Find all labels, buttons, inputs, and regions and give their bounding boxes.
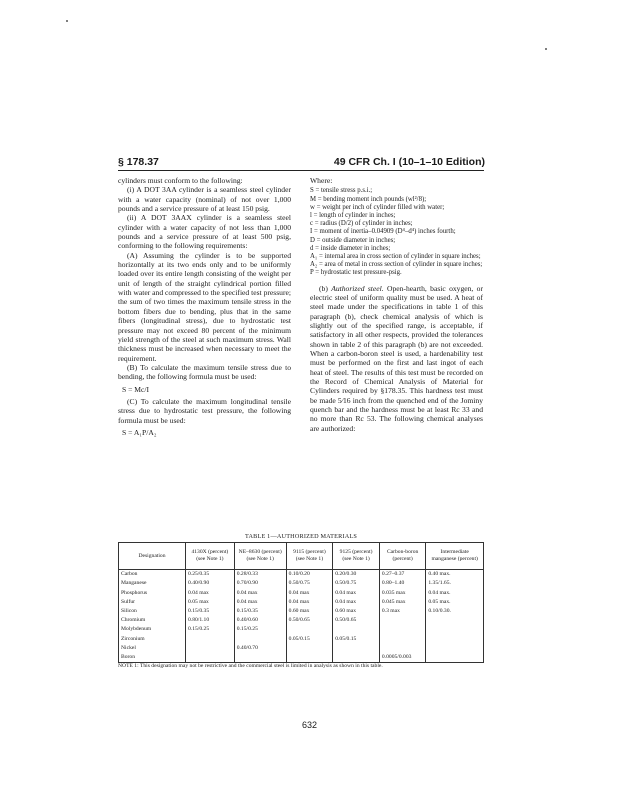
para-b-text: Open-hearth, basic oxygen, or electric steel of uniform quality must be used. A heat of steel made under the specifications in table 1 of this paragraph (b), check chemical analysis of which is slightly out of the specified range, is acceptable, if satisfactory in all other respects, provided the tolerances shown in table 2 of this paragraph (b) are not exceeded. When a carbon-boron steel is used, a hardenability test must be performed on the first and last ingot of each heat of steel. The results of this test must be recorded on the Record of Chemical Analysis of Material for Cylinders required by §178.35. This hardness test must be made 5⁄16 inch from the quenched end of the Jominy quench bar and the hardness must be at least Rc 33 and no more than Rc 53. The following chemical analyses are authorized: [310, 283, 483, 433]
definition-item: c = radius (D/2) of cylinder in inches; [310, 220, 413, 228]
table-cell [186, 634, 235, 643]
definition-item: P = hydrostatic test pressure-psig. [310, 269, 402, 277]
table-cell [333, 644, 380, 653]
table-title: TABLE 1—AUTHORIZED MATERIALS [245, 533, 357, 540]
body-paragraph: (ii) A DOT 3AAX cylinder is a seamless steel cylinder with a water capacity of not less than 1,000 pounds and a service pressure of at least 500 psig, conforming to the following requirements: [118, 213, 291, 251]
table-cell: 0.80–1.40 [379, 579, 425, 588]
table-cell: 0.04 max [186, 588, 235, 597]
body-paragraph: cylinders must conform to the following: [118, 176, 243, 185]
authorized-steel-paragraph [310, 284, 483, 434]
table-cell: 0.10/0.20 [286, 570, 333, 580]
left-column [118, 176, 291, 440]
row-label: Silicon [119, 607, 186, 616]
table-row [119, 570, 484, 580]
table-cell: 0.20/0.30 [333, 570, 380, 580]
table-cell [333, 625, 380, 634]
table-row [119, 653, 484, 663]
body-paragraph: (i) A DOT 3AA cylinder is a seamless steel cylinder with a water capacity (nominal) of not over 1,000 pounds and a service pressure of at least 150 psig. [118, 185, 291, 214]
table-cell [286, 625, 333, 634]
table-cell [234, 634, 286, 643]
definition-item: D = outside diameter in inches; [310, 236, 396, 244]
table-row [119, 625, 484, 634]
table-cell: 0.60 max [333, 607, 380, 616]
table-row [119, 644, 484, 653]
row-label: Boron [119, 653, 186, 663]
row-label: Molybdenum [119, 625, 186, 634]
definition-item: A₂ = area of metal in cross section of cylinder in square inches; [310, 261, 483, 269]
table-cell: 0.04 max [286, 588, 333, 597]
table-header-row [119, 543, 484, 570]
table-cell [333, 653, 380, 663]
table-cell [379, 634, 425, 643]
table-cell [379, 616, 425, 625]
table-cell: 0.04 max. [426, 588, 484, 597]
table-cell: 0.15/0.35 [234, 607, 286, 616]
table-row [119, 616, 484, 625]
table-cell: 0.50/0.65 [286, 616, 333, 625]
table-cell: 0.04 max [234, 588, 286, 597]
table-cell: 0.04 max [286, 598, 333, 607]
authorized-materials-table [118, 542, 484, 663]
body-paragraph: (C) To calculate the maximum longitudinal tensile stress due to hydrostatic test pressure, the following formula must be used: [118, 396, 291, 425]
table-cell: 0.28/0.33 [234, 570, 286, 580]
table-cell [286, 644, 333, 653]
tensile-formula: S = A₁P/A₂ [122, 427, 157, 437]
scan-speck [545, 48, 547, 50]
column-header: 9125 (percent) (see Note 1) [333, 543, 380, 570]
column-header: 4130X (percent) (see Note 1) [186, 543, 235, 570]
table-cell [234, 653, 286, 663]
bending-formula: S = Mc/I [122, 384, 150, 394]
para-b-label: (b) [319, 283, 328, 293]
table-cell: 0.80/1.10 [186, 616, 235, 625]
definition-item: d = inside diameter in inches; [310, 244, 391, 252]
table-body [119, 570, 484, 663]
table-note: NOTE 1: This designation may not be restrictive and the commercial steel is limited in analysis as shown in this table. [118, 663, 383, 669]
table-cell: 0.40 max. [426, 570, 484, 580]
column-header: Carbon-boron (percent) [379, 543, 425, 570]
row-label: Carbon [119, 570, 186, 580]
table-cell: 0.15/0.25 [234, 625, 286, 634]
row-label: Nickel [119, 644, 186, 653]
table-cell [426, 653, 484, 663]
table-cell: 0.10/0.30. [426, 607, 484, 616]
right-column [310, 176, 483, 433]
definition-item: S = tensile stress p.s.i.; [310, 187, 373, 195]
where-label: Where: [310, 176, 333, 185]
row-label: Sulfur [119, 598, 186, 607]
table-cell: 1.35/1.65. [426, 579, 484, 588]
table-cell: 0.04 max [333, 598, 380, 607]
table-cell: 0.05 max [186, 598, 235, 607]
left-paragraphs-2 [118, 397, 291, 425]
table-cell: 0.40/0.90 [186, 579, 235, 588]
table-cell: 0.40/0.70 [234, 644, 286, 653]
table-cell: 0.045 max [379, 598, 425, 607]
table-row [119, 634, 484, 643]
table-cell [186, 653, 235, 663]
column-header: NE–8630 (percent) (see Note 1) [234, 543, 286, 570]
row-label: Chromium [119, 616, 186, 625]
definition-item: w = weight per inch of cylinder filled with water; [310, 203, 445, 211]
section-number: § 178.37 [118, 156, 159, 168]
table-cell: 0.27–0.37 [379, 570, 425, 580]
column-header: Intermediate manganese (percent) [426, 543, 484, 570]
table-cell: 0.40/0.60 [234, 616, 286, 625]
table-cell: 0.04 max [234, 598, 286, 607]
table-cell: 0.0005/0.003 [379, 653, 425, 663]
table-cell: 0.05/0.15 [286, 634, 333, 643]
definition-item: I = moment of inertia–0.04909 (D⁴–d⁴) inches fourth; [310, 228, 456, 236]
body-paragraph: (B) To calculate the maximum tensile stress due to bending, the following formula must be used: [118, 362, 291, 382]
table-cell: 0.05 max. [426, 598, 484, 607]
table-cell: 0.15/0.35 [186, 607, 235, 616]
definition-item: A₁ = internal area in cross section of cylinder in square inches; [310, 252, 481, 260]
row-label: Phosphorus [119, 588, 186, 597]
table-cell: 0.05/0.15 [333, 634, 380, 643]
table-cell: 0.50/0.75 [286, 579, 333, 588]
definition-item: l = length of cylinder in inches; [310, 211, 396, 219]
table-cell: 0.3 max [379, 607, 425, 616]
row-label: Manganese [119, 579, 186, 588]
table-cell: 0.25/0.35 [186, 570, 235, 580]
definition-list [310, 187, 483, 277]
table-row [119, 598, 484, 607]
definition-item: M = bending moment inch pounds (wl²/8); [310, 195, 427, 203]
column-header: Designation [119, 543, 186, 570]
table-cell [379, 625, 425, 634]
page-number: 632 [301, 720, 318, 730]
left-paragraphs [118, 176, 291, 382]
table-row [119, 579, 484, 588]
table-cell: 0.50/0.75 [333, 579, 380, 588]
table-cell [186, 644, 235, 653]
table-cell: 0.15/0.25 [186, 625, 235, 634]
table-cell: 0.04 max [333, 588, 380, 597]
body-paragraph: (A) Assuming the cylinder is to be supported horizontally at its two ends only and to be uniformly loaded over its entire length consisting of the weight per unit of length of the straight cylindrical portion filled with water and compressed to the specified test pressure; the sum of two times the maximum tensile stress in the bottom fibers due to bending, plus that in the same fibers (longitudinal stress), due to hydrostatic test pressure may not exceed 80 percent of the minimum yield strength of the steel at such maximum stress. Wall thickness must be increased when necessary to meet the requirement. [118, 250, 291, 363]
table-row [119, 607, 484, 616]
table-cell [286, 653, 333, 663]
table-cell [379, 644, 425, 653]
table-cell [426, 616, 484, 625]
table-row [119, 588, 484, 597]
para-b-title: Authorized steel. [331, 283, 384, 293]
scan-speck [66, 20, 68, 22]
table-cell: 0.60 max [286, 607, 333, 616]
cfr-citation: 49 CFR Ch. I (10–1–10 Edition) [333, 156, 485, 168]
column-header: 9115 (percent) (see Note 1) [286, 543, 333, 570]
table-cell: 0.035 max [379, 588, 425, 597]
table-cell [426, 634, 484, 643]
row-label: Zirconium [119, 634, 186, 643]
table-cell [426, 644, 484, 653]
table-cell: 0.50/0.65 [333, 616, 380, 625]
header-rule [118, 170, 484, 171]
table-cell: 0.70/0.90 [234, 579, 286, 588]
table-cell [426, 625, 484, 634]
